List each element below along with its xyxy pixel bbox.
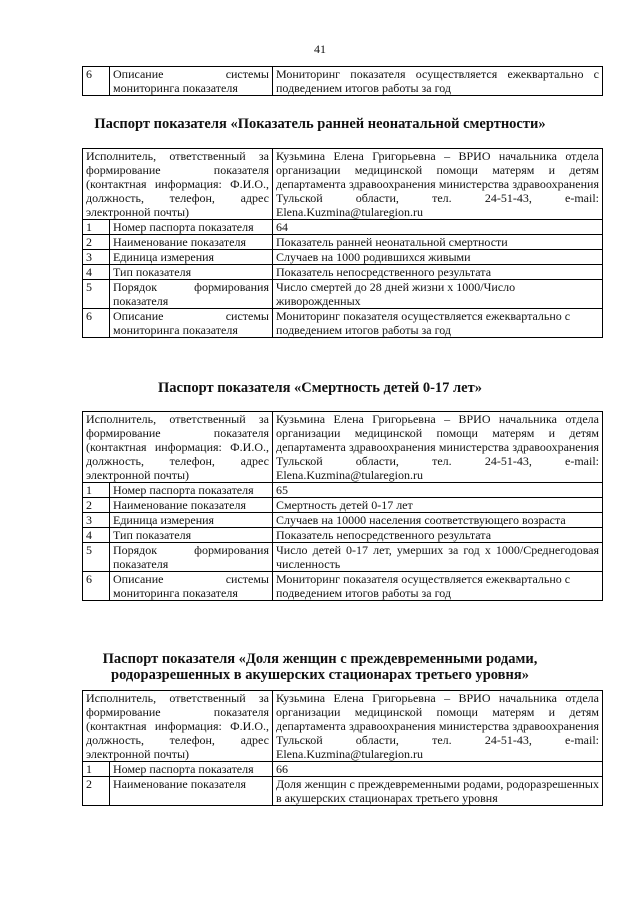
- table-row: [83, 762, 603, 777]
- row-number: 2: [83, 498, 110, 513]
- passport-table: [82, 148, 603, 338]
- row-number: 1: [83, 483, 110, 498]
- row-label: Наименование показателя: [110, 498, 273, 513]
- row-value: Показатель непосредственного результата: [273, 528, 603, 543]
- row-label: Номер паспорта показателя: [110, 483, 273, 498]
- row-label: Тип показателя: [110, 528, 273, 543]
- row-value: Число смертей до 28 дней жизни х 1000/Число живорожденных: [273, 280, 603, 309]
- table-row: [83, 67, 603, 96]
- row-label: Наименование показателя: [110, 777, 273, 806]
- table-row: [83, 691, 603, 762]
- executor-value: Кузьмина Елена Григорьевна – ВРИО начальника отдела организации медицинской помощи матерям и детям департамента здравоохранения министерства здравоохранения Тульской области, тел. 24-51-43, e-mail: Elena.Kuzmina@tularegion.ru: [273, 691, 603, 762]
- row-number: 1: [83, 762, 110, 777]
- row-label: Номер паспорта показателя: [110, 220, 273, 235]
- row-value: Мониторинг показателя осуществляется ежеквартально с подведением итогов работы за год: [273, 309, 603, 338]
- table-row: [83, 572, 603, 601]
- row-label: Описание системы мониторинга показателя: [110, 309, 273, 338]
- row-value: Доля женщин с преждевременными родами, родоразрешенных в акушерских стационарах третьего уровня: [273, 777, 603, 806]
- row-label: Номер паспорта показателя: [110, 762, 273, 777]
- executor-value: Кузьмина Елена Григорьевна – ВРИО начальника отдела организации медицинской помощи матерям и детям департамента здравоохранения министерства здравоохранения Тульской области, тел. 24-51-43, e-mail: Elena.Kuzmina@tularegion.ru: [273, 149, 603, 220]
- row-number: 1: [83, 220, 110, 235]
- table-row: [83, 220, 603, 235]
- row-value: Случаев на 10000 населения соответствующего возраста: [273, 513, 603, 528]
- row-number: 5: [83, 280, 110, 309]
- row-label: Тип показателя: [110, 265, 273, 280]
- row-value: Мониторинг показателя осуществляется ежеквартально с подведением итогов работы за год: [273, 67, 603, 96]
- row-value: Показатель ранней неонатальной смертности: [273, 235, 603, 250]
- table-row: [83, 483, 603, 498]
- row-label: Наименование показателя: [110, 235, 273, 250]
- section-title: Паспорт показателя «Доля женщин с преждевременными родами, родоразрешенных в акушерских стационарах третьего уровня»: [102, 651, 538, 683]
- row-value: Мониторинг показателя осуществляется ежеквартально с подведением итогов работы за год: [273, 572, 603, 601]
- section-title: Паспорт показателя «Показатель ранней неонатальной смертности»: [94, 116, 546, 132]
- executor-label: Исполнитель, ответственный за формирование показателя (контактная информация: Ф.И.О., должность, телефон, адрес электронной почты): [83, 691, 273, 762]
- executor-label: Исполнитель, ответственный за формирование показателя (контактная информация: Ф.И.О., должность, телефон, адрес электронной почты): [83, 149, 273, 220]
- row-label: Единица измерения: [110, 513, 273, 528]
- row-label: Описание системы мониторинга показателя: [110, 572, 273, 601]
- table-row: [83, 513, 603, 528]
- row-value: Число детей 0-17 лет, умерших за год х 1000/Среднегодовая численность: [273, 543, 603, 572]
- table-row: [83, 235, 603, 250]
- row-value: 66: [273, 762, 603, 777]
- row-label: Единица измерения: [110, 250, 273, 265]
- passport-table: [82, 411, 603, 601]
- executor-label: Исполнитель, ответственный за формирование показателя (контактная информация: Ф.И.О., должность, телефон, адрес электронной почты): [83, 412, 273, 483]
- table-row: [83, 280, 603, 309]
- row-number: 6: [83, 309, 110, 338]
- section-title: Паспорт показателя «Смертность детей 0-17 лет»: [158, 380, 482, 396]
- row-number: 5: [83, 543, 110, 572]
- row-label: Порядок формирования показателя: [110, 543, 273, 572]
- page-number: 41: [314, 42, 326, 56]
- table-row: [83, 250, 603, 265]
- row-value: 65: [273, 483, 603, 498]
- table-row: [83, 543, 603, 572]
- table-row: [83, 777, 603, 806]
- row-value: Показатель непосредственного результата: [273, 265, 603, 280]
- row-number: 6: [83, 572, 110, 601]
- table-row: [83, 149, 603, 220]
- row-number: 2: [83, 777, 110, 806]
- table-row: [83, 309, 603, 338]
- executor-value: Кузьмина Елена Григорьевна – ВРИО начальника отдела организации медицинской помощи матерям и детям департамента здравоохранения министерства здравоохранения Тульской области, тел. 24-51-43, e-mail: Elena.Kuzmina@tularegion.ru: [273, 412, 603, 483]
- row-value: Случаев на 1000 родившихся живыми: [273, 250, 603, 265]
- table-row: [83, 265, 603, 280]
- row-label: Порядок формирования показателя: [110, 280, 273, 309]
- passport-table: [82, 690, 603, 806]
- table-row: [83, 412, 603, 483]
- row-value: 64: [273, 220, 603, 235]
- row-number: 3: [83, 250, 110, 265]
- row-number: 2: [83, 235, 110, 250]
- row-number: 4: [83, 265, 110, 280]
- continuation-table: [82, 66, 603, 96]
- table-row: [83, 528, 603, 543]
- row-label: Описание системы мониторинга показателя: [110, 67, 273, 96]
- table-row: [83, 498, 603, 513]
- row-number: 4: [83, 528, 110, 543]
- row-number: 3: [83, 513, 110, 528]
- row-value: Смертность детей 0-17 лет: [273, 498, 603, 513]
- row-number: 6: [83, 67, 110, 96]
